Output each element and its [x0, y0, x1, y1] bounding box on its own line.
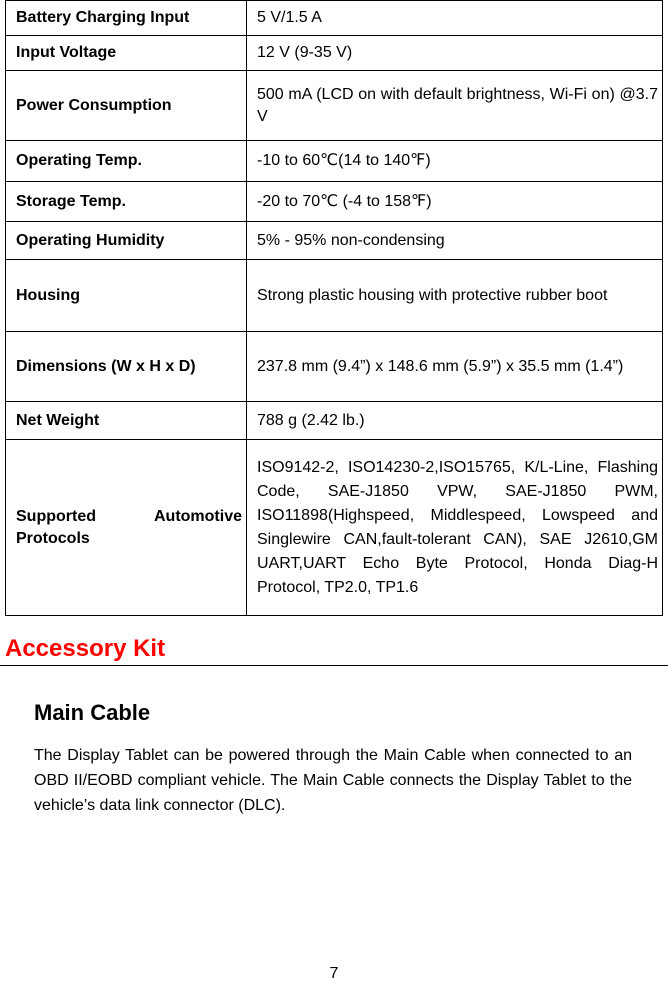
spec-value: ISO9142-2, ISO14230-2,ISO15765, K/L-Line, Flashing Code, SAE-J1850 VPW, SAE-J1850 PWM, ISO11898(Highspeed, Middlespeed, Lowspeed and Singlewire CAN,fault-tolerant CAN), SAE J2610,GM UART,UART Echo Byte Protocol, Honda Diag-H Protocol, TP2.0, TP1.6 [247, 440, 663, 616]
table-row [6, 182, 663, 222]
spec-label: Operating Humidity [6, 222, 247, 260]
table-row [6, 141, 663, 182]
spec-label: Power Consumption [6, 71, 247, 141]
spec-label: Net Weight [6, 402, 247, 440]
spec-value: 5 V/1.5 A [247, 1, 663, 36]
spec-label: Supported Automotive Protocols [6, 440, 247, 616]
spec-value: 788 g (2.42 lb.) [247, 402, 663, 440]
spec-value: 500 mA (LCD on with default brightness, Wi-Fi on) @3.7 V [247, 71, 663, 141]
spec-value: -20 to 70℃ (-4 to 158℉) [247, 182, 663, 222]
spec-value: Strong plastic housing with protective rubber boot [247, 260, 663, 332]
table-row [6, 1, 663, 36]
spec-value: 12 V (9-35 V) [247, 36, 663, 71]
spec-label: Housing [6, 260, 247, 332]
sub-heading: Main Cable [34, 700, 151, 725]
section-divider [0, 665, 668, 666]
spec-value: 5% - 95% non-condensing [247, 222, 663, 260]
table-row [6, 260, 663, 332]
spec-label: Operating Temp. [6, 141, 247, 182]
table-row [6, 402, 663, 440]
spec-label: Dimensions (W x H x D) [6, 332, 247, 402]
section-heading: Accessory Kit [5, 635, 166, 662]
specifications-table [5, 0, 663, 616]
body-paragraph: The Display Tablet can be powered through the Main Cable when connected to an OBD II/EOBD compliant vehicle. The Main Cable connects the Display Tablet to the vehicle’s data link connector (DLC). [34, 747, 632, 814]
table-row [6, 36, 663, 71]
table-row [6, 332, 663, 402]
table-row [6, 222, 663, 260]
spec-value: -10 to 60℃(14 to 140℉) [247, 141, 663, 182]
table-row [6, 71, 663, 141]
spec-label: Input Voltage [6, 36, 247, 71]
page-number: 7 [329, 965, 339, 982]
spec-value: 237.8 mm (9.4”) x 148.6 mm (5.9”) x 35.5 mm (1.4”) [247, 332, 663, 402]
spec-label: Storage Temp. [6, 182, 247, 222]
table-row [6, 440, 663, 616]
spec-label: Battery Charging Input [6, 1, 247, 36]
